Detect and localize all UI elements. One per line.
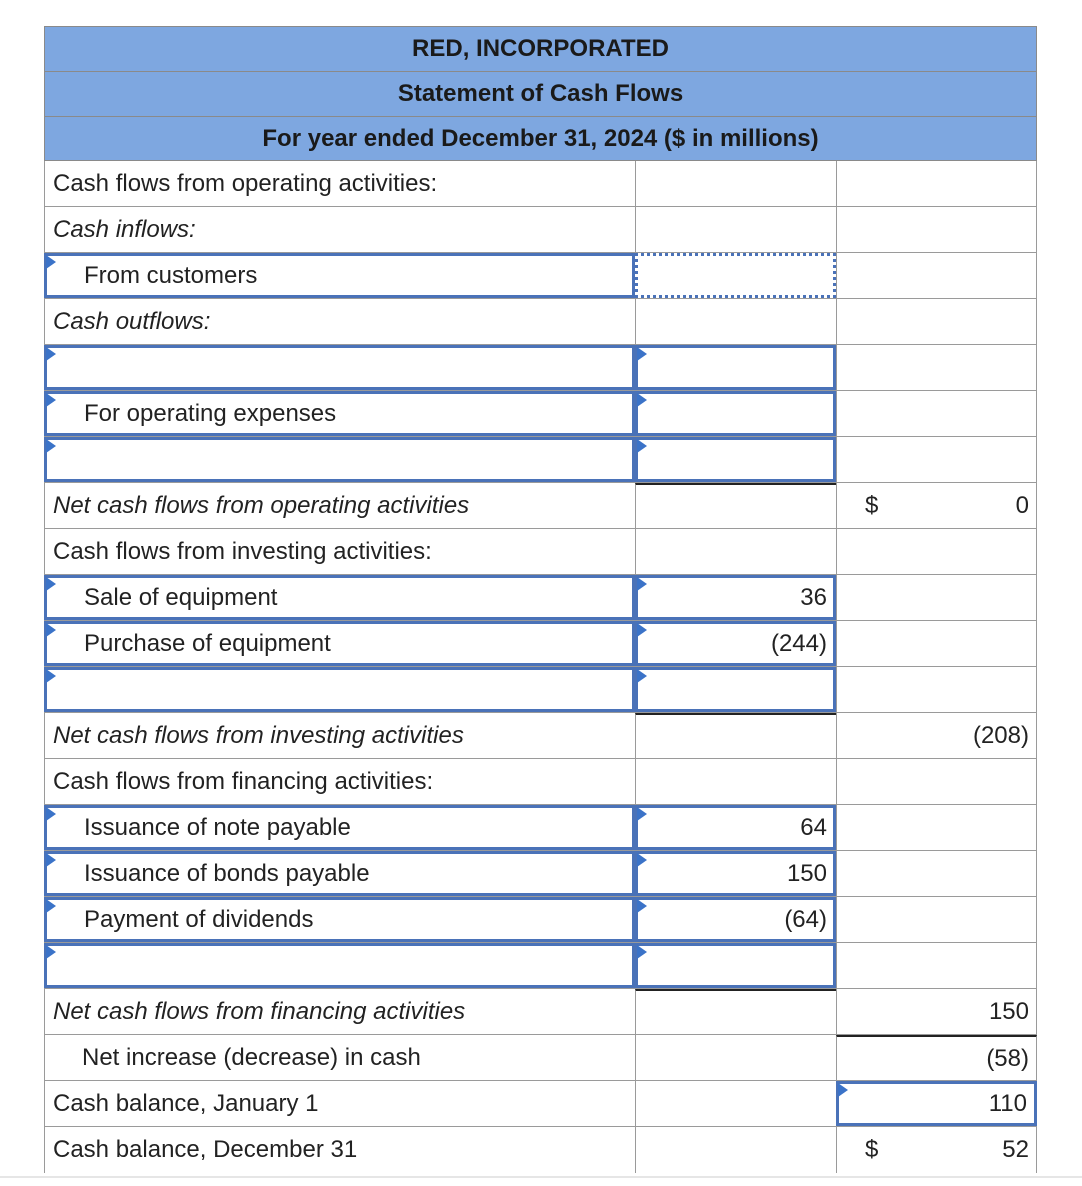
table-row xyxy=(44,575,1037,621)
currency-symbol: $ xyxy=(865,1136,879,1163)
cash-inflows-heading: Cash inflows: xyxy=(44,207,635,252)
statement-title: Statement of Cash Flows xyxy=(44,71,1037,116)
sale-equipment-amount[interactable]: 36 xyxy=(635,575,836,620)
total-cell xyxy=(836,391,1037,436)
amount-cell xyxy=(635,713,836,758)
balance-january-input[interactable]: 110 xyxy=(836,1081,1037,1126)
table-row xyxy=(44,621,1037,667)
amount-cell xyxy=(635,1127,836,1173)
table-row xyxy=(44,897,1037,943)
total-cell xyxy=(836,437,1037,482)
total-cell xyxy=(836,805,1037,850)
company-name: RED, INCORPORATED xyxy=(44,26,1037,71)
financing-amount-input-4[interactable] xyxy=(635,943,836,988)
total-cell xyxy=(836,851,1037,896)
amount-cell xyxy=(635,299,836,344)
total-cell xyxy=(836,897,1037,942)
table-row xyxy=(44,529,1037,575)
net-operating-total xyxy=(836,483,1037,528)
statement-period: For year ended December 31, 2024 ($ in millions) xyxy=(44,116,1037,161)
net-operating-label: Net cash flows from operating activities xyxy=(44,483,635,528)
table-row xyxy=(44,207,1037,253)
balance-december-total xyxy=(836,1127,1037,1173)
amount-cell xyxy=(635,759,836,804)
amount-cell xyxy=(635,161,836,206)
total-cell xyxy=(836,345,1037,390)
total-cell xyxy=(836,207,1037,252)
currency-symbol: $ xyxy=(865,491,879,519)
net-financing-total: 150 xyxy=(836,989,1037,1034)
total-cell xyxy=(836,667,1037,712)
investing-label-input-3[interactable] xyxy=(44,667,635,712)
outflow-amount-input-3[interactable] xyxy=(635,437,836,482)
table-row xyxy=(44,299,1037,345)
balance-january-label: Cash balance, January 1 xyxy=(44,1081,635,1126)
balance-december-value: 52 xyxy=(1002,1136,1029,1163)
amount-cell xyxy=(635,1035,836,1080)
amount-cell xyxy=(635,483,836,528)
net-increase-label: Net increase (decrease) in cash xyxy=(44,1035,635,1080)
total-cell xyxy=(836,575,1037,620)
table-row xyxy=(44,759,1037,805)
total-cell xyxy=(836,529,1037,574)
cash-outflows-heading: Cash outflows: xyxy=(44,299,635,344)
table-row xyxy=(44,713,1037,759)
amount-cell xyxy=(635,989,836,1034)
total-cell xyxy=(836,253,1037,298)
amount-cell xyxy=(635,207,836,252)
financing-heading: Cash flows from financing activities: xyxy=(44,759,635,804)
total-cell xyxy=(836,161,1037,206)
table-row xyxy=(44,989,1037,1035)
net-operating-value: 0 xyxy=(1015,491,1029,519)
purchase-equipment-label[interactable]: Purchase of equipment xyxy=(44,621,635,666)
table-row xyxy=(44,943,1037,989)
table-row xyxy=(44,805,1037,851)
table-row xyxy=(44,345,1037,391)
table-row xyxy=(44,437,1037,483)
amount-cell xyxy=(635,529,836,574)
outflow-label-input-3[interactable] xyxy=(44,437,635,482)
total-cell xyxy=(836,621,1037,666)
table-row xyxy=(44,483,1037,529)
issuance-note-amount[interactable]: 64 xyxy=(635,805,836,850)
amount-cell xyxy=(635,1081,836,1126)
net-investing-total: (208) xyxy=(836,713,1037,758)
net-increase-total: (58) xyxy=(836,1035,1037,1080)
issuance-bonds-label[interactable]: Issuance of bonds payable xyxy=(44,851,635,896)
table-row xyxy=(44,391,1037,437)
financing-label-input-4[interactable] xyxy=(44,943,635,988)
investing-heading: Cash flows from investing activities: xyxy=(44,529,635,574)
outflow-label-input-1[interactable] xyxy=(44,345,635,390)
balance-december-label: Cash balance, December 31 xyxy=(44,1127,635,1173)
from-customers-amount-input[interactable] xyxy=(635,253,836,298)
outflow-amount-input-1[interactable] xyxy=(635,345,836,390)
investing-amount-input-3[interactable] xyxy=(635,667,836,712)
operating-heading: Cash flows from operating activities: xyxy=(44,161,635,206)
table-row xyxy=(44,1127,1037,1173)
issuance-bonds-amount[interactable]: 150 xyxy=(635,851,836,896)
operating-expenses-label[interactable]: For operating expenses xyxy=(44,391,635,436)
net-financing-label: Net cash flows from financing activities xyxy=(44,989,635,1034)
payment-dividends-label[interactable]: Payment of dividends xyxy=(44,897,635,942)
total-cell xyxy=(836,943,1037,988)
issuance-note-label[interactable]: Issuance of note payable xyxy=(44,805,635,850)
operating-expenses-amount-input[interactable] xyxy=(635,391,836,436)
table-row xyxy=(44,851,1037,897)
page-bottom-divider xyxy=(0,1176,1082,1178)
table-row xyxy=(44,1035,1037,1081)
net-investing-label: Net cash flows from investing activities xyxy=(44,713,635,758)
sale-equipment-label[interactable]: Sale of equipment xyxy=(44,575,635,620)
payment-dividends-amount[interactable]: (64) xyxy=(635,897,836,942)
table-row xyxy=(44,1081,1037,1127)
table-row xyxy=(44,161,1037,207)
cash-flow-statement xyxy=(44,26,1037,1173)
table-row xyxy=(44,253,1037,299)
table-row xyxy=(44,667,1037,713)
from-customers-label[interactable]: From customers xyxy=(44,253,635,298)
total-cell xyxy=(836,299,1037,344)
total-cell xyxy=(836,759,1037,804)
purchase-equipment-amount[interactable]: (244) xyxy=(635,621,836,666)
